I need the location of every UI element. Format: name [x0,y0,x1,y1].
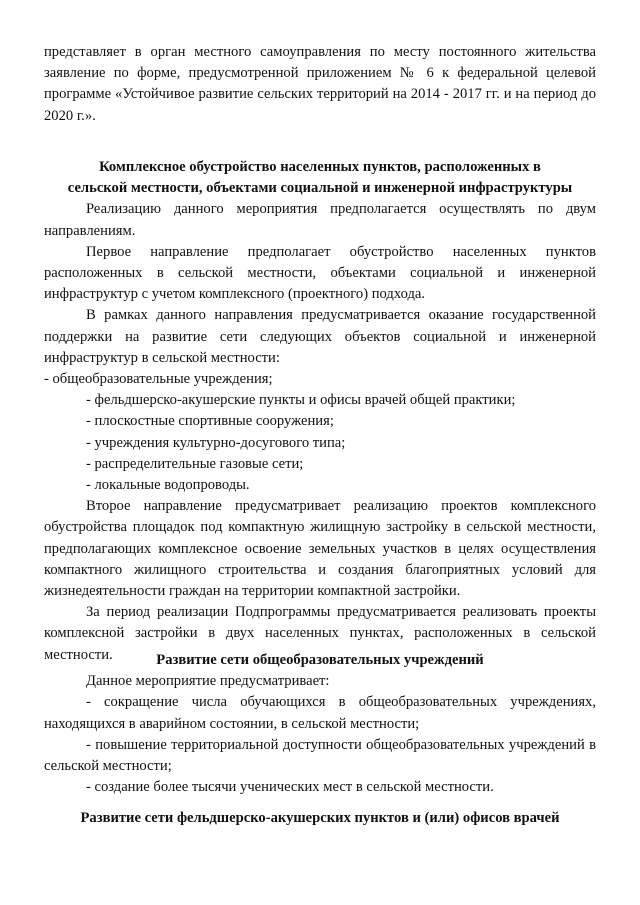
list-item: - общеобразовательные учреждения; [44,371,273,388]
section2-paragraph-1: Данное мероприятие предусматривает: [86,673,330,690]
intro-paragraph: представляет в орган местного самоуправления по месту постоянного жительства заявление по форме, предусмотренной приложением № 6 к федеральной целевой программе «Устойчивое развитие сельских территорий на 2014 - 2017 гг. и на период до 2020 г.». [44,44,596,124]
list-item: - локальные водопроводы. [86,477,250,494]
section1-heading-line2: сельской местности, объектами социальной и инженерной инфраструктуры [67,180,573,197]
section1-paragraph-3: В рамках данного направления предусматривается оказание государственной поддержки на развитие сети следующих объектов социальной и инженерной инфраструктур в сельской местности: [44,307,596,366]
section2 [44,650,596,798]
section1-paragraph-4: Второе направление предусматривает реализацию проектов комплексного обустройства площадок под компактную жилищную застройку в сельской местности, предполагающих комплексное освоение земельных участков в целях осуществления компактного жилищного строительства и создания благоприятных условий для жизнедеятельности граждан на территории компактной застройки. [44,498,596,600]
section1-heading-line1: Комплексное обустройство населенных пунктов, расположенных в [99,159,541,175]
list-item: - фельдшерско-акушерские пункты и офисы врачей общей практики; [86,392,516,409]
list-item: - распределительные газовые сети; [86,455,304,472]
list-item: - сокращение числа обучающихся в общеобразовательных учреждениях, находящихся в аварийном состоянии, в сельской местности; [44,694,596,732]
list-item: - повышение территориальной доступности общеобразовательных учреждений в сельской местности; [44,736,596,775]
section3 [44,808,596,829]
section2-heading: Развитие сети общеобразовательных учреждений [156,652,484,668]
section1-paragraph-2: Первое направление предполагает обустройство населенных пунктов расположенных в сельской местности, объектами социальной и инженерной инфраструктур с учетом комплексного (проектного) подхода. [44,243,596,303]
section3-heading: Развитие сети фельдшерско-акушерских пунктов и (или) офисов врачей [80,810,560,826]
section1-paragraph-1: Реализацию данного мероприятия предполагается осуществлять по двум направлениям. [44,201,596,239]
section1 [44,157,596,666]
intro-paragraph-block [44,42,596,127]
section1-paragraph-5: За период реализации Подпрограммы предусматривается реализовать проекты комплексной застройки в двух населенных пунктах, расположенных в сельской местности. [44,604,596,663]
list-item: - плоскостные спортивные сооружения; [86,413,334,430]
list-item: - учреждения культурно-досугового типа; [86,434,346,451]
list-item: - создание более тысячи ученических мест в сельской местности. [86,779,494,796]
